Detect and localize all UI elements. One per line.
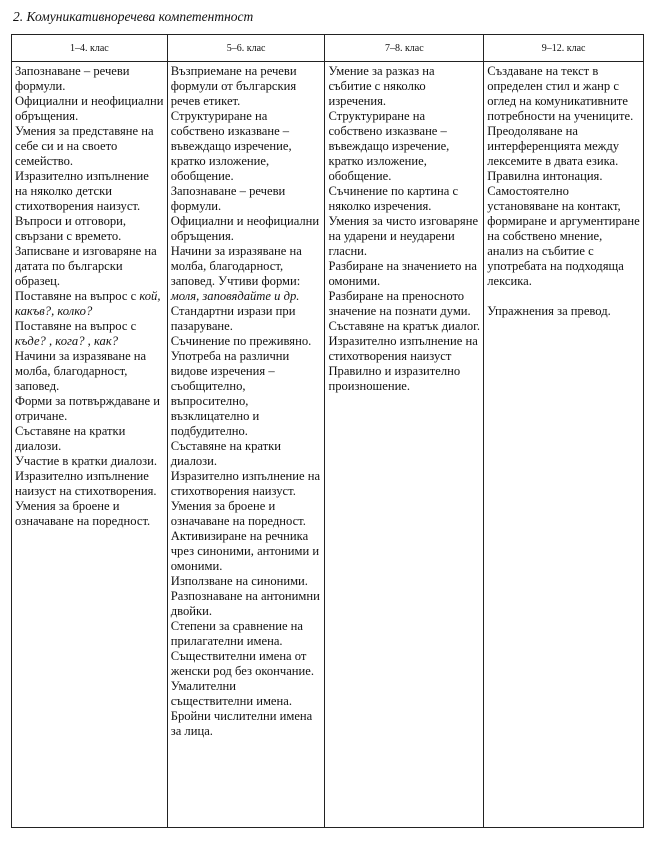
- item-text: Преодоляване на интерференцията между лексемите в двата езика.: [487, 124, 620, 168]
- item-text: Правилно и изразително произношение.: [328, 364, 461, 393]
- list-item: [171, 649, 322, 679]
- list-item: [171, 349, 322, 439]
- item-text: Форми за потвърждаване и отричане.: [15, 394, 161, 423]
- item-text: Умение за разказ на събитие с няколко изречения.: [328, 64, 435, 108]
- item-text: Официални и неофициални обръщения.: [170, 214, 320, 243]
- list-item: [15, 499, 164, 529]
- item-text: Умения за броене и означаване на поредност.: [170, 499, 306, 528]
- item-text: Поставяне на въпрос с: [15, 289, 140, 303]
- item-text: Съставяне на кратки диалози.: [170, 439, 282, 468]
- item-text: Използване на синоними.: [170, 574, 308, 588]
- item-text: Степени за сравнение на прилагателни имена.: [170, 619, 304, 648]
- item-extra-text: Стандартни изрази при пазаруване.: [170, 304, 296, 333]
- list-item: [487, 304, 640, 319]
- content-row: [12, 62, 644, 828]
- list-item: [15, 394, 164, 424]
- item-text: Правилна интонация.: [487, 169, 603, 183]
- item-text: Разбиране на значението на омоними.: [328, 259, 477, 288]
- list-item: [328, 109, 480, 184]
- item-text: Умения за чисто изговаряне на ударени и неударени гласни.: [328, 214, 479, 258]
- column-grade-5-6: [167, 62, 325, 828]
- header-grade-5-6: 5–6. клас: [167, 35, 325, 62]
- item-text: Запознаване – речеви формули.: [15, 64, 130, 93]
- item-text: Самостоятелно установяване на контакт, формиране и аргументиране на собствено мнение, анализ на събитие с употребата на подходяща лексика.: [487, 184, 640, 288]
- item-text: Умения за представяне на себе си и на своето семейство.: [15, 124, 154, 168]
- item-text: Разпознаване на антонимни двойки.: [170, 589, 320, 618]
- column-grade-7-8: [325, 62, 484, 828]
- list-item: [171, 439, 322, 469]
- section-title: 2. Комуникативноречева компетентност: [13, 9, 254, 24]
- item-text: Поставяне на въпрос с: [15, 319, 137, 333]
- item-text: Бройни числителни имена за лица.: [170, 709, 313, 738]
- list-item: [15, 94, 164, 124]
- list-item: [328, 364, 480, 394]
- list-item: [328, 64, 480, 109]
- item-text: Умалителни съществителни имена.: [170, 679, 292, 708]
- item-text: Изразително изпълнение на стихотворения наизуст.: [170, 469, 321, 498]
- item-text: Разбиране на преносното значение на познати думи.: [328, 289, 471, 318]
- item-text: Употреба на различни видове изречения – съобщително, въпросително, възклицателно и подбудително.: [170, 349, 290, 438]
- list-item: [171, 184, 322, 214]
- list-item: [15, 169, 164, 214]
- item-text: Начини за изразяване на молба, благодарност, заповед. Учтиви форми:: [170, 244, 302, 288]
- list-item: [328, 259, 480, 289]
- list-item: [15, 454, 164, 469]
- item-text: Възприемане на речеви формули от българския речев етикет.: [170, 64, 297, 108]
- list-item: [487, 64, 640, 124]
- item-text: Записване и изговаряне на датата по български образец.: [15, 244, 157, 288]
- item-text: Официални и неофициални обръщения.: [15, 94, 164, 123]
- list-item: [328, 184, 480, 214]
- competence-table: [11, 34, 644, 828]
- list-item: [487, 184, 640, 289]
- item-text: Начини за изразяване на молба, благодарност, заповед.: [15, 349, 147, 393]
- list-item: [171, 679, 322, 709]
- list-item: [171, 499, 322, 529]
- list-item: [15, 124, 164, 169]
- item-text: Съставяне на кратък диалог.: [328, 319, 481, 333]
- column-grade-1-4: [12, 62, 168, 828]
- list-item: [15, 64, 164, 94]
- list-item: [171, 574, 322, 589]
- list-item: [487, 169, 640, 184]
- item-text: Активизиране на речника чрез синоними, антоними и омоними.: [170, 529, 320, 573]
- item-text: Упражнения за превод.: [487, 304, 611, 318]
- header-row: [12, 35, 644, 62]
- list-item: [171, 529, 322, 574]
- header-grade-1-4: 1–4. клас: [12, 35, 168, 62]
- list-item: [15, 244, 164, 289]
- list-item: [15, 349, 164, 394]
- list-item: [171, 334, 322, 349]
- list-item: [171, 109, 322, 184]
- list-item: [171, 469, 322, 499]
- item-italic-text: моля, заповядайте и др.: [170, 289, 300, 303]
- item-text: Умения за броене и означаване на поредност.: [15, 499, 151, 528]
- list-item: [15, 319, 164, 349]
- item-text: Съставяне на кратки диалози.: [15, 424, 126, 453]
- list-item: [15, 214, 164, 244]
- item-text: Структуриране на собствено изказване – въвеждащо изречение, кратко изложение, обобщение.: [328, 109, 450, 183]
- list-item: [328, 319, 480, 334]
- item-text: Създаване на текст в определен стил и жанр с оглед на комуникативните потребности на учениците.: [487, 64, 634, 123]
- item-text: Запознаване – речеви формули.: [170, 184, 286, 213]
- item-text: Изразително изпълнение на няколко детски стихотворения наизуст.: [15, 169, 149, 213]
- item-text: Изразително изпълнение наизуст на стихотворения.: [15, 469, 157, 498]
- item-text: Съчинение по картина с няколко изречения.: [328, 184, 459, 213]
- item-text: Участие в кратки диалози.: [15, 454, 157, 468]
- list-item: [487, 124, 640, 169]
- item-text: Съчинение по преживяно.: [170, 334, 312, 348]
- list-item: [171, 244, 322, 334]
- list-item: [15, 289, 164, 319]
- column-grade-9-12: [484, 62, 644, 828]
- item-italic-text: кой, какъв?, колко?: [15, 289, 161, 318]
- list-item: [171, 619, 322, 649]
- header-grade-9-12: 9–12. клас: [484, 35, 644, 62]
- list-item: [171, 64, 322, 109]
- item-text: Структуриране на собствено изказване – въвеждащо изречение, кратко изложение, обобщение.: [170, 109, 292, 183]
- item-text: Изразително изпълнение на стихотворения наизуст: [328, 334, 478, 363]
- list-item: [171, 589, 322, 619]
- header-grade-7-8: 7–8. клас: [325, 35, 484, 62]
- item-italic-text: къде? , кога? , как?: [15, 334, 119, 348]
- item-text: Въпроси и отговори, свързани с времето.: [15, 214, 127, 243]
- list-item: [171, 709, 322, 739]
- list-item: [328, 334, 480, 364]
- list-item: [328, 289, 480, 319]
- list-item: [328, 214, 480, 259]
- list-item: [15, 469, 164, 499]
- list-item: [171, 214, 322, 244]
- list-item: [15, 424, 164, 454]
- item-text: Съществителни имена от женски род без окончание.: [170, 649, 315, 678]
